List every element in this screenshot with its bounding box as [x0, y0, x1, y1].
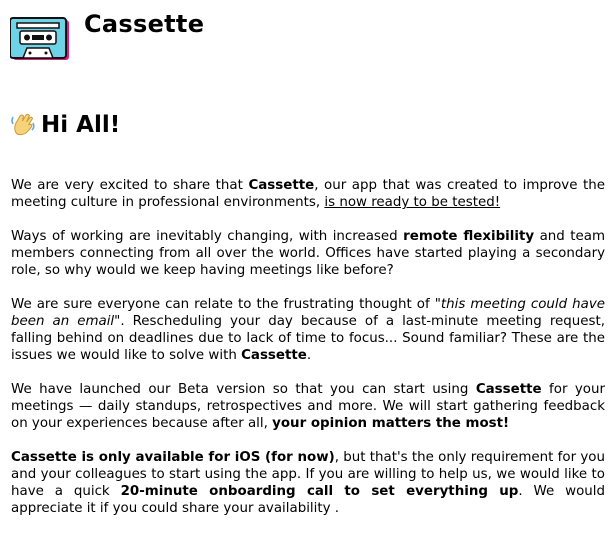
app-name: Cassette — [241, 348, 307, 363]
quote: "this meeting could have been an email" — [11, 297, 605, 329]
text: We are sure everyone can relate to the frustrating thought of — [11, 297, 435, 312]
email-body — [11, 177, 605, 534]
text: and team members connecting from all over the world. Offices have started playing a secondary role, so why would we keep having meetings like before? — [11, 229, 605, 278]
emphasis: your opinion matters the most! — [272, 416, 510, 431]
text: We have launched our Beta version so that you can start using — [11, 382, 476, 397]
text: We are very excited to share that — [11, 178, 249, 193]
paragraph-beta — [11, 381, 605, 432]
app-name: Cassette — [248, 178, 315, 193]
text: , our app that was created to improve the meeting culture in professional environments, — [11, 178, 605, 210]
text: Ways of working are inevitably changing, with increased — [11, 229, 404, 244]
paragraph-problem — [11, 296, 605, 364]
waving-hand-icon — [10, 112, 36, 138]
ready-to-test-link[interactable]: is now ready to be tested! — [324, 195, 501, 210]
cassette-tape-icon — [10, 17, 70, 61]
brand-name: Cassette — [84, 10, 205, 38]
paragraph-request — [11, 449, 605, 517]
greeting-heading — [10, 110, 604, 142]
emphasis: Cassette is only available for iOS (for now) — [11, 450, 335, 465]
emphasis: 20-minute onboarding call to set everything up — [120, 484, 519, 499]
paragraph-remote — [11, 228, 605, 279]
greeting-text: Hi All! — [41, 112, 121, 138]
text: , but that's the only requirement for you and your colleagues to start using the app. If you are willing to help us, we would like to have a quick — [11, 450, 605, 499]
emphasis: remote flexibility — [403, 229, 535, 244]
text: . — [306, 348, 312, 363]
app-name: Cassette — [475, 382, 542, 397]
email-header — [10, 10, 604, 62]
text: . We would appreciate it if you could share your availability . — [11, 484, 605, 516]
text: . Rescheduling your day because of a last-minute meeting request, falling behind on deadlines due to lack of time to focus... Sound familiar? These are the issues we would like to solve with — [11, 314, 605, 363]
paragraph-intro — [11, 177, 605, 211]
text: for your meetings — daily standups, retrospectives and more. We will start gathering feedback on your experiences because after all, — [11, 382, 605, 431]
